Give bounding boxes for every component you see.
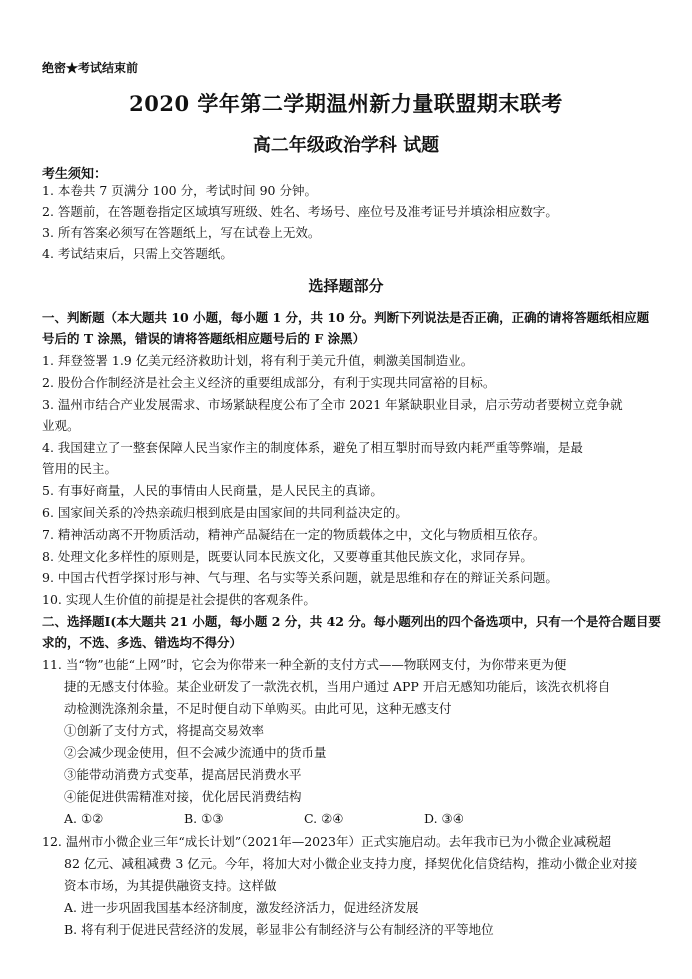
judgment-item: 10. 实现人生价值的前提是社会提供的客观条件。 — [42, 592, 316, 607]
option-b: B. ①③ — [184, 811, 224, 826]
notice-item: 3. 所有答案必须写在答题纸上，写在试卷上无效。 — [42, 225, 321, 240]
option-a: A. ①② — [64, 811, 104, 826]
question-11-text: 捷的无感支付体验。某企业研发了一款洗衣机，当用户通过 APP 开启无感知功能后，该洗衣机将自 — [64, 679, 611, 694]
part1-heading: 一、判断题（本大题共 10 小题，每小题 1 分，共 10 分。判断下列说法是否正确，正确的请将答题纸相应题 — [42, 310, 650, 325]
exam-title: 2020 学年第二学期温州新力量联盟期末联考 — [129, 91, 563, 116]
question-11-text: 11. 当“物”也能“上网”时，它会为你带来一种全新的支付方式——物联网支付，为你带来更为便 — [42, 657, 567, 672]
part2-heading: 二、选择题Ⅰ(本大题共 21 小题，每小题 2 分，共 42 分。每小题列出的四个备选项中，只有一个是符合题目要 — [42, 614, 661, 629]
notice-heading: 考生须知： — [42, 167, 108, 182]
notice-item: 2. 答题前，在答题卷指定区域填写班级、姓名、考场号、座位号及准考证号并填涂相应数字。 — [42, 204, 558, 219]
exam-subtitle: 高二年级政治学科 试题 — [252, 135, 440, 156]
judgment-item: 6. 国家间关系的冷热亲疏归根到底是由国家间的共同利益决定的。 — [42, 505, 408, 520]
judgment-item: 3. 温州市结合产业发展需求、市场紧缺程度公布了全市 2021 年紧缺职业目录，启示劳动者要树立竞争就 — [42, 397, 623, 412]
question-12-text: 12. 温州市小微企业三年“成长计划”（2021年—2023年）正式实施启动。去年我市已为小微企业减税超 — [42, 834, 612, 849]
question-12-text: 82 亿元、减租减费 3 亿元。今年，将加大对小微企业支持力度，择契优化信贷结构，推动小微企业对接 — [64, 856, 638, 871]
question-11-options — [42, 808, 648, 829]
question-11-statement: ②会减少现金使用，但不会减少流通中的货币量 — [64, 745, 327, 760]
question-11-statement: ③能带动消费方式变革，提高居民消费水平 — [64, 767, 302, 782]
confidential-mark: 绝密★考试结束前 — [42, 61, 139, 75]
judgment-item: 2. 股份合作制经济是社会主义经济的重要组成部分，有利于实现共同富裕的目标。 — [42, 375, 496, 390]
question-11-statement: ④能促进供需精准对接，优化居民消费结构 — [64, 789, 302, 804]
judgment-item: 业观。 — [42, 418, 80, 433]
option-c: C. ②④ — [304, 811, 344, 826]
judgment-item: 4. 我国建立了一整套保障人民当家作主的制度体系，避免了相互掣肘而导致内耗严重等弊端，是最 — [42, 440, 583, 455]
question-12-text: 资本市场，为其提供融资支持。这样做 — [64, 878, 277, 893]
judgment-item: 1. 拜登签署 1.9 亿美元经济救助计划，将有利于美元升值，刺激美国制造业。 — [42, 353, 474, 368]
judgment-item: 9. 中国古代哲学探讨形与神、气与理、名与实等关系问题，就是思维和存在的辩证关系问题。 — [42, 570, 558, 585]
section-title: 选择题部分 — [308, 277, 384, 295]
option-d: D. ③④ — [424, 811, 464, 826]
judgment-item: 5. 有事好商量，人民的事情由人民商量，是人民民主的真谛。 — [42, 483, 383, 498]
notice-item: 1. 本卷共 7 页满分 100 分，考试时间 90 分钟。 — [42, 183, 317, 198]
question-12-option: A. 进一步巩固我国基本经济制度，激发经济活力，促进经济发展 — [64, 900, 419, 915]
judgment-item: 管用的民主。 — [42, 461, 118, 476]
question-11-statement: ①创新了支付方式，将提高交易效率 — [64, 723, 265, 738]
question-12-option: B. 将有利于促进民营经济的发展，彰显非公有制经济与公有制经济的平等地位 — [64, 922, 494, 937]
question-11-text: 动检测洗涤剂余量，不足时便自动下单购买。由此可见，这种无感支付 — [64, 701, 452, 716]
judgment-item: 7. 精神活动离不开物质活动，精神产品凝结在一定的物质载体之中，文化与物质相互依存。 — [42, 527, 546, 542]
part1-heading: 号后的 T 涂黑，错误的请将答题纸相应题号后的 F 涂黑） — [42, 331, 366, 346]
notice-item: 4. 考试结束后，只需上交答题纸。 — [42, 246, 233, 261]
part2-heading: 求的，不选、多选、错选均不得分） — [42, 635, 243, 650]
judgment-item: 8. 处理文化多样性的原则是，既要认同本民族文化，又要尊重其他民族文化，求同存异。 — [42, 549, 533, 564]
